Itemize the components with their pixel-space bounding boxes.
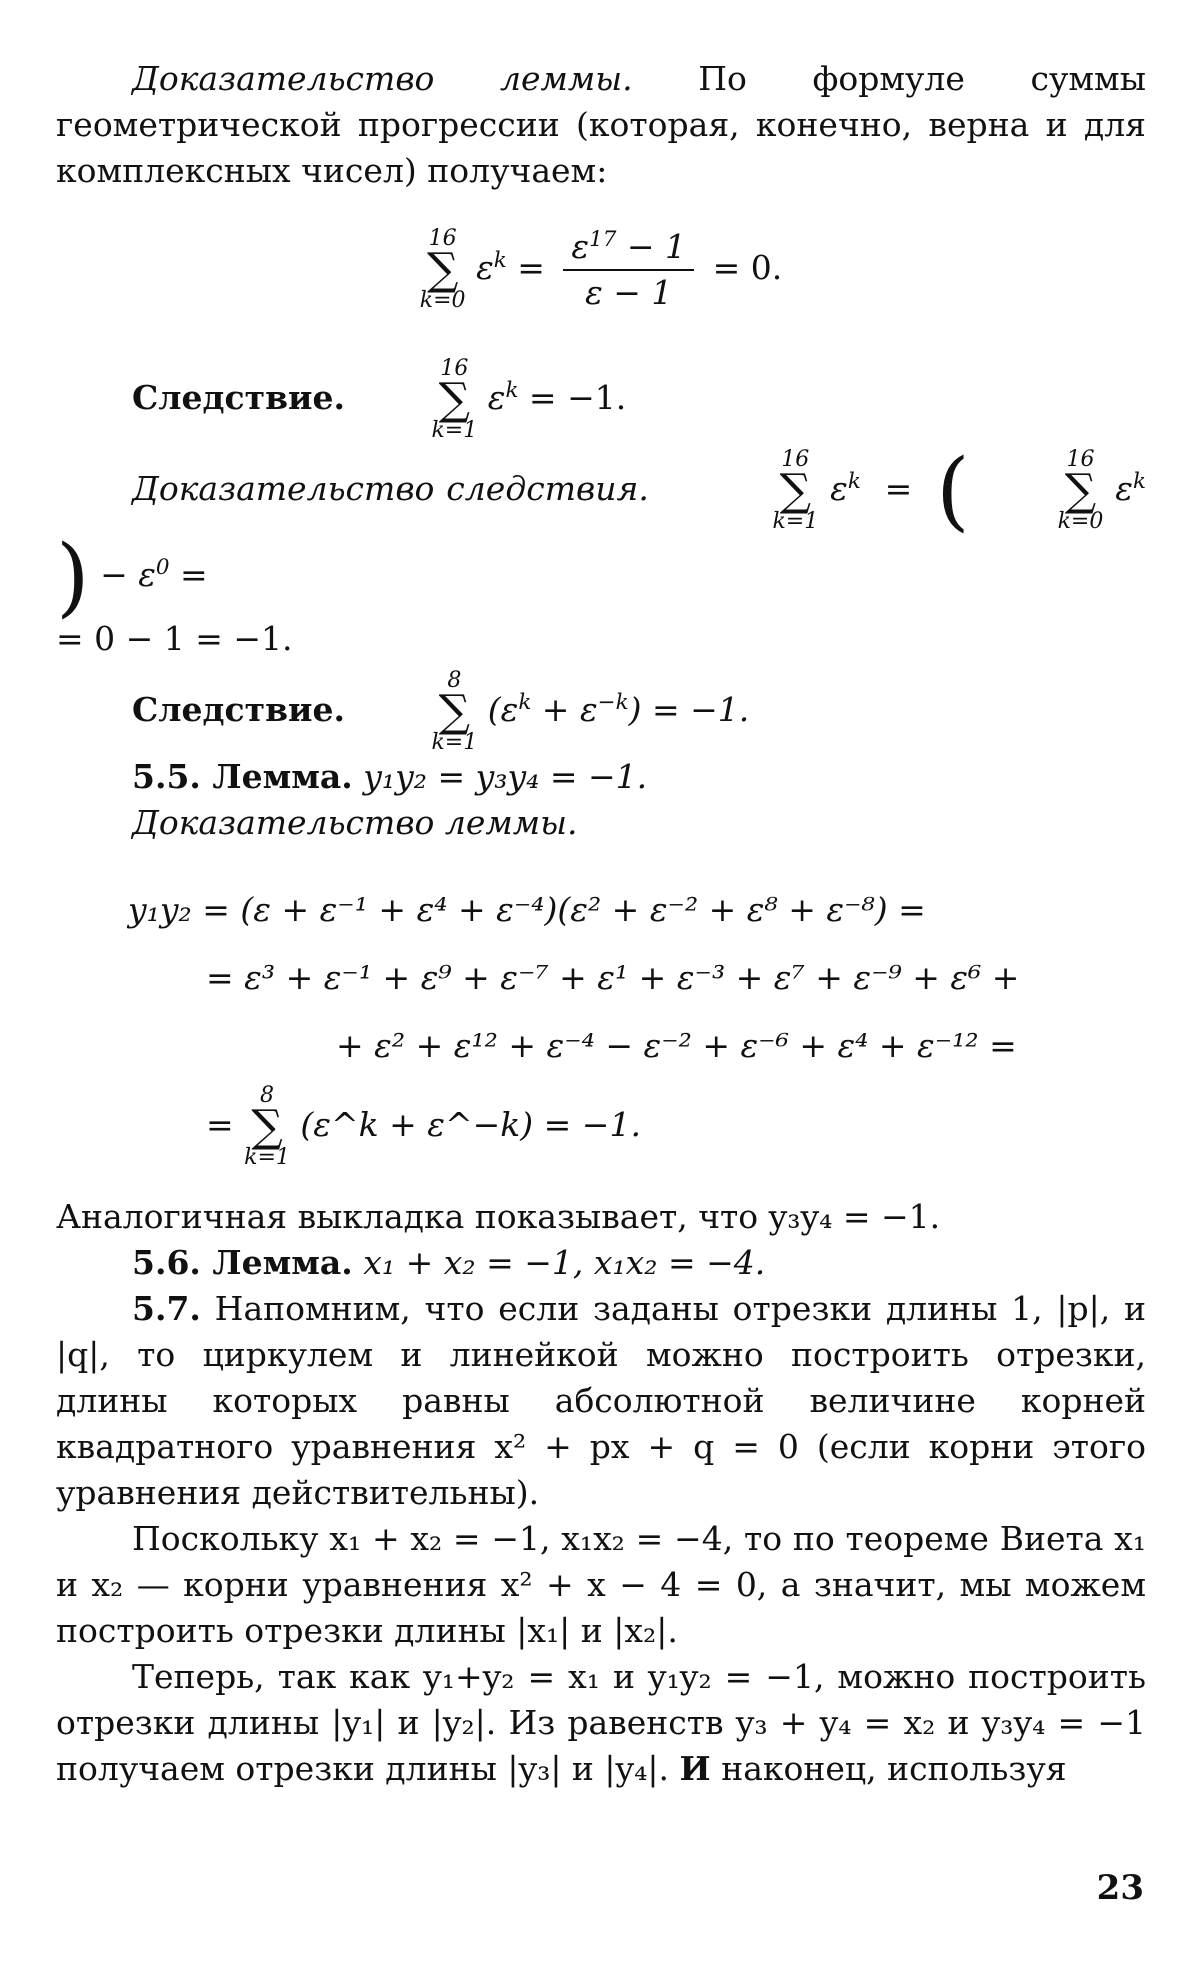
sum-symbol bbox=[696, 449, 818, 533]
term-exponent: k bbox=[1132, 469, 1146, 494]
corollary-label: Следствие. bbox=[132, 690, 345, 729]
section-text: Напомним, что если заданы отрезки длины 1, |p|, и |q|, то циркулем и линейкой можно построить отрезки, длины которых равны абсолютной величине корней квадратного уравнения x² + px + q = 0 (если корни этого уравнения действительны). bbox=[56, 1289, 1146, 1512]
corollary-rhs: = −1. bbox=[518, 378, 627, 417]
equation-rhs: = 0. bbox=[712, 248, 783, 287]
section-5-7 bbox=[56, 1286, 1146, 1516]
minus-epsilon-zero bbox=[100, 555, 170, 594]
term-exponent: k bbox=[847, 469, 861, 494]
page-number: 23 bbox=[1096, 1868, 1144, 1908]
proof-label: Доказательство леммы. bbox=[132, 803, 578, 842]
proof-lemma-paragraph bbox=[56, 56, 1146, 194]
sigma-glyph: ∑ bbox=[426, 244, 459, 295]
product-calculation bbox=[56, 876, 1146, 1170]
expr-mid: + ε bbox=[531, 690, 598, 729]
sum-symbol bbox=[982, 449, 1104, 533]
expr-open: (ε bbox=[487, 690, 519, 729]
corollary-label: Следствие. bbox=[132, 378, 345, 417]
lemma-number: 5.6. Лемма. bbox=[132, 1243, 353, 1282]
sigma-glyph: ∑ bbox=[251, 1101, 283, 1152]
lemma-statement: y₁y₂ = y₃y₄ = −1. bbox=[352, 757, 648, 796]
calc-final: (ε^k + ε^−k) = −1. bbox=[300, 1105, 641, 1144]
calc-line-4 bbox=[56, 1080, 1146, 1170]
lemma-statement: x₁ + x₂ = −1, x₁x₂ = −4. bbox=[352, 1243, 766, 1282]
expr-exp1: k bbox=[518, 690, 532, 715]
term-exponent: k bbox=[493, 248, 507, 273]
num-rest: − 1 bbox=[616, 226, 687, 266]
proof-lemma-5-5-label bbox=[56, 800, 1146, 846]
sum-lower-limit: k=1 bbox=[244, 1145, 290, 1170]
sum-upper-limit: 16 bbox=[440, 356, 469, 381]
page-body bbox=[56, 56, 1146, 1916]
geometric-sum-formula: 16 ∑ k=0 $\varepsilon^k$ = $\frac{\varepsilon^{17} - 1}{\varepsilon - 1}$ = 0. bbox=[419, 226, 783, 313]
corollary-1 bbox=[56, 358, 1146, 442]
proof-corollary-label: Доказательство следствия. bbox=[132, 469, 649, 508]
sum-symbol bbox=[244, 1085, 290, 1169]
sum-expression bbox=[488, 690, 750, 729]
vieta-paragraph: Поскольку x₁ + x₂ = −1, x₁x₂ = −4, то по теореме Виета x₁ и x₂ — корни уравнения x² + x − 4 = 0, а значит, мы можем построить отрезки длины |x₁| и |x₂|. bbox=[56, 1519, 1146, 1650]
minus-term: − ε bbox=[100, 555, 156, 594]
sigma-glyph: ∑ bbox=[1064, 465, 1097, 516]
calc-eq: = bbox=[206, 1105, 234, 1144]
sum-term bbox=[476, 248, 507, 287]
term-base: ε bbox=[1115, 469, 1133, 508]
term-base: ε bbox=[487, 378, 506, 417]
zero-exponent: 0 bbox=[155, 555, 170, 580]
left-paren: ( bbox=[936, 441, 970, 541]
expr-exp2: −k bbox=[597, 690, 629, 715]
construction-bold: И bbox=[679, 1749, 711, 1788]
term-base: ε bbox=[830, 469, 848, 508]
right-paren: ) bbox=[56, 527, 90, 627]
sigma-glyph: ∑ bbox=[438, 686, 471, 737]
lemma-5-6 bbox=[56, 1240, 1146, 1286]
sum-lower-limit: k=0 bbox=[419, 288, 466, 313]
proof-text: По формуле суммы геометрической прогрессии (которая, конечно, верна и для комплексных чисел) получаем: bbox=[56, 59, 1146, 190]
sum-lower-limit: k=1 bbox=[772, 509, 819, 534]
sum-symbol bbox=[355, 670, 477, 754]
sum-upper-limit: 16 bbox=[781, 447, 810, 472]
expr-rhs: ) = −1. bbox=[628, 690, 750, 729]
sum-upper-limit: 16 bbox=[428, 226, 457, 251]
sum-upper-limit: 8 bbox=[447, 668, 462, 693]
lemma-5-5 bbox=[56, 754, 1146, 800]
lemma-number: 5.5. Лемма. bbox=[132, 757, 353, 796]
term-base: ε bbox=[476, 248, 494, 287]
calc-line-3: + ε² + ε¹² + ε⁻⁴ − ε⁻² + ε⁻⁶ + ε⁴ + ε⁻¹² = bbox=[336, 1026, 1017, 1065]
sum-symbol bbox=[420, 228, 466, 312]
calc-line-2: = ε³ + ε⁻¹ + ε⁹ + ε⁻⁷ + ε¹ + ε⁻³ + ε⁷ + ε⁻⁹ + ε⁶ + bbox=[206, 958, 1020, 997]
num-exponent: 17 bbox=[589, 226, 617, 252]
proof-corollary: Доказательство следствия. 16 ∑ k=1 $\varepsilon^k$ = ( 16 ∑ k=0 $\varepsilon^k$ ) − $\varepsilon^0$ = bbox=[56, 441, 1146, 627]
section-number: 5.7. bbox=[132, 1289, 201, 1328]
sum-lower-limit: k=1 bbox=[431, 730, 478, 755]
sigma-glyph: ∑ bbox=[779, 465, 812, 516]
construction-text: Теперь, так как y₁+y₂ = x₁ и y₁y₂ = −1, можно построить отрезки длины |y₁| и |y₂|. Из равенств y₃ + y₄ = x₂ и y₃y₄ = −1 получаем отрезки длины |y₃| и |y₄|. bbox=[56, 1657, 1146, 1788]
sum-term bbox=[488, 378, 519, 417]
sum-lower-limit: k=0 bbox=[1057, 509, 1104, 534]
sum-lower-limit: k=1 bbox=[431, 418, 478, 443]
proof-corollary-continuation: = 0 − 1 = −1. bbox=[56, 619, 293, 658]
calc-line-1: y₁y₂ = (ε + ε⁻¹ + ε⁴ + ε⁻⁴)(ε² + ε⁻² + ε⁸ + ε⁻⁸) = bbox=[128, 890, 926, 929]
construction-tail: наконец, используя bbox=[710, 1749, 1067, 1788]
fraction-denominator: ε − 1 bbox=[585, 273, 673, 312]
sum-symbol bbox=[355, 358, 477, 442]
sum-upper-limit: 8 bbox=[260, 1083, 275, 1108]
fraction-numerator bbox=[563, 226, 694, 271]
fraction bbox=[563, 226, 694, 312]
sum-upper-limit: 16 bbox=[1066, 447, 1095, 472]
num-base: ε bbox=[571, 226, 590, 266]
sigma-glyph: ∑ bbox=[438, 374, 471, 425]
analogous-paragraph: Аналогичная выкладка показывает, что y₃y₄ = −1. bbox=[56, 1197, 941, 1236]
corollary-2 bbox=[56, 670, 1146, 754]
term-exponent: k bbox=[505, 378, 519, 403]
construction-paragraph bbox=[56, 1654, 1146, 1792]
equals-sign: = bbox=[169, 555, 208, 594]
proof-label: Доказательство леммы. bbox=[132, 59, 633, 98]
